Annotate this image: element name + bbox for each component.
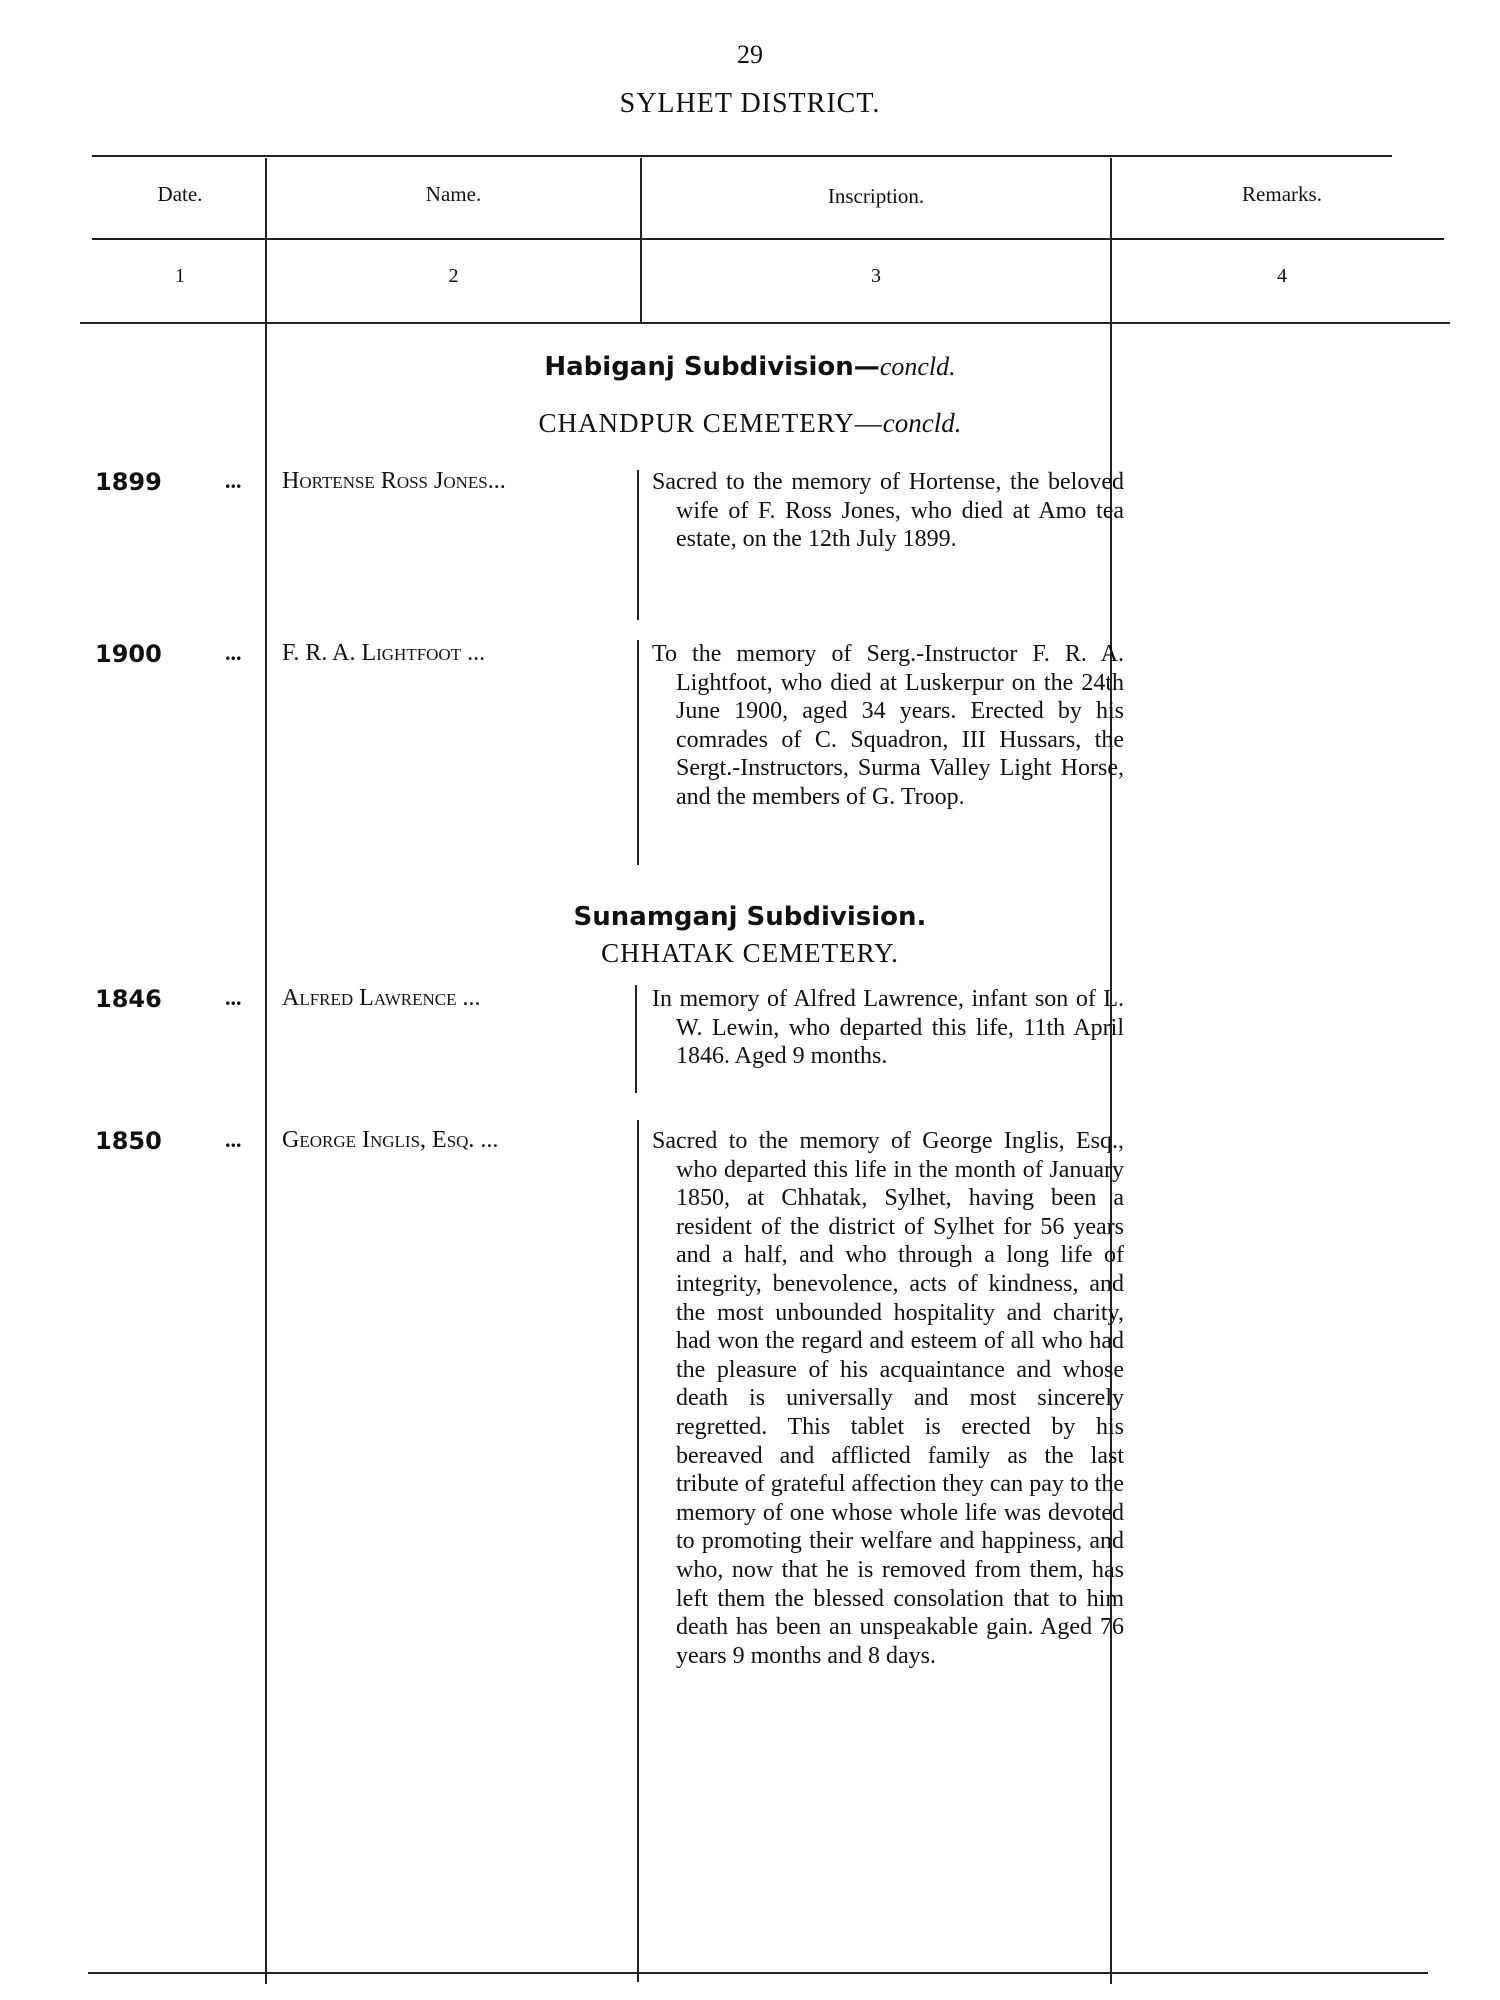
column-divider-name-inscription-header — [640, 158, 642, 322]
leader-dots: ... — [225, 1127, 242, 1152]
header-rule — [92, 238, 1444, 240]
leader-dots: ... — [225, 985, 242, 1010]
table-bottom-rule — [88, 1972, 1428, 1974]
entry-name: Hortense Ross Jones... — [282, 468, 506, 494]
habiganj-subdivision-heading: Habiganj Subdivision—concld. — [544, 352, 956, 382]
chhatak-cemetery-heading: CHHATAK CEMETERY. — [601, 938, 899, 968]
column-number-1: 1 — [175, 265, 185, 287]
inscription-bracket — [637, 1120, 639, 1982]
entry-date: 1900 — [95, 640, 162, 668]
column-number-rule — [80, 322, 1450, 324]
district-title: SYLHET DISTRICT. — [619, 88, 881, 119]
leader-dots: ... — [225, 468, 242, 493]
inscription-bracket — [635, 985, 637, 1093]
inscription-bracket — [637, 640, 639, 865]
sunamganj-subdivision-heading: Sunamganj Subdivision. — [573, 902, 927, 932]
column-number-4: 4 — [1277, 265, 1287, 287]
column-number-2: 2 — [448, 265, 459, 287]
entry-name: Alfred Lawrence ... — [282, 985, 481, 1011]
inscription-bracket — [637, 470, 639, 620]
header-inscription: Inscription. — [827, 184, 925, 208]
table-top-rule — [92, 155, 1392, 157]
page-number: 29 — [737, 40, 763, 69]
entry-name: F. R. A. Lightfoot ... — [282, 640, 486, 666]
entry-inscription: Sacred to the memory of Hortense, the beloved wife of F. Ross Jones, who died at Amo tea estate, on the 12th July 1899. — [652, 469, 1124, 553]
leader-dots: ... — [225, 640, 242, 665]
entry-inscription: To the memory of Serg.-Instructor F. R. A. Lightfoot, who died at Luskerpur on the 24th June 1900, aged 34 years. Erected by his comrades of C. Squadron, III Hussars, the Sergt.-Instructors, Surma Valley Light Horse, and the members of G. Troop. — [652, 641, 1124, 810]
entry-date: 1850 — [95, 1127, 162, 1155]
header-date: Date. — [157, 182, 203, 206]
entry-date: 1899 — [95, 468, 162, 496]
chandpur-cemetery-heading: CHANDPUR CEMETERY—concld. — [538, 408, 962, 438]
entry-name: George Inglis, Esq. ... — [282, 1127, 499, 1153]
header-name: Name. — [425, 182, 482, 206]
header-remarks: Remarks. — [1242, 182, 1322, 206]
column-number-3: 3 — [871, 265, 881, 287]
entry-inscription: In memory of Alfred Lawrence, infant son of L. W. Lewin, who departed this life, 11th April 1846. Aged 9 months. — [652, 986, 1124, 1070]
entry-inscription: Sacred to the memory of George Inglis, Esq., who departed this life in the month of January 1850, at Chhatak, Sylhet, having been a resident of the district of Sylhet for 56 years and a half, and who through a long life of integrity, benevolence, acts of kindness, and the most unbounded hospitality and charity, had won the regard and esteem of all who had the pleasure of his acquaintance and whose death is universally and most sincerely regretted. This tablet is erected by his bereaved and afflicted family as the last tribute of grateful affection they can pay to the memory of one whose whole life was devoted to promoting their welfare and happiness, and who, now that he is removed from them, has left them the blessed consolation that to him death has been an unspeakable gain. Aged 76 years 9 months and 8 days. — [652, 1128, 1124, 1669]
entry-date: 1846 — [95, 985, 162, 1013]
